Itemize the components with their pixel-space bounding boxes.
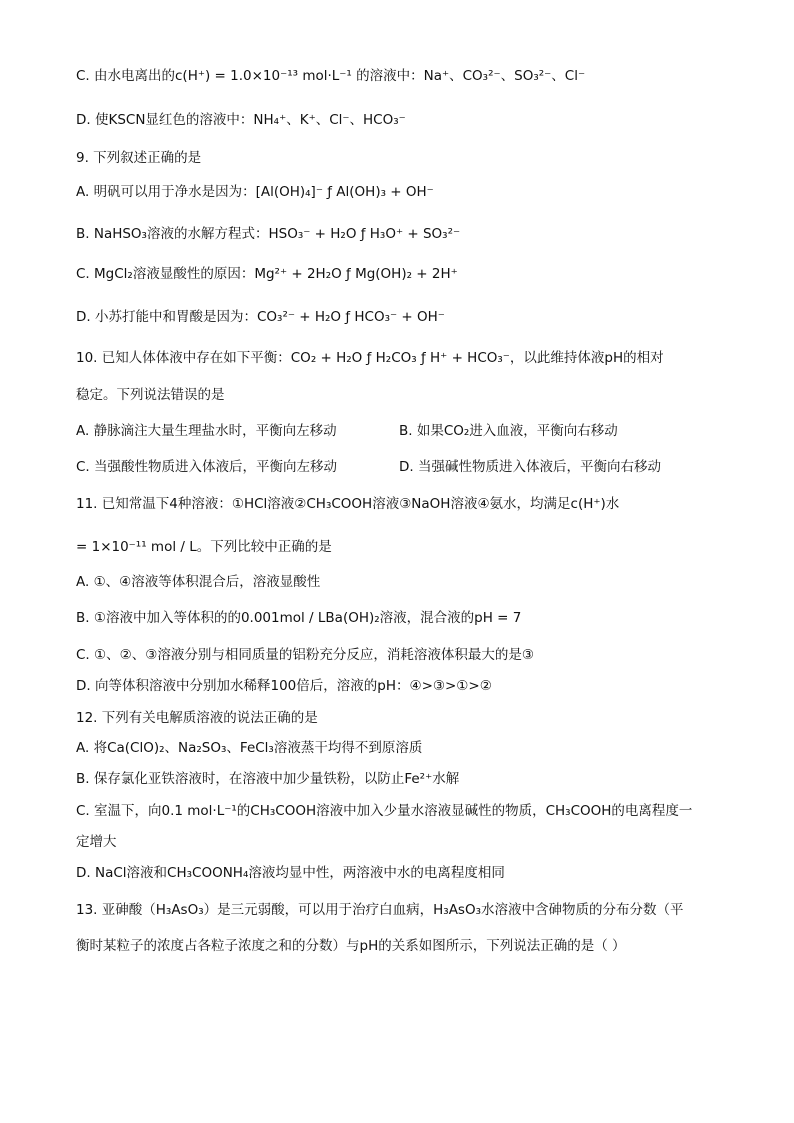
q11-option-a: A. ①、④溶液等体积混合后，溶液显酸性 (76, 574, 321, 590)
q13-stem-cont: 衡时某粒子的浓度占各粒子浓度之和的分数）与pH的关系如图所示，下列说法正确的是（ ） (76, 938, 626, 954)
q11-option-b: B. ①溶液中加入等体积的的0.001mol / LBa(OH)₂溶液，混合液的pH = 7 (76, 610, 522, 626)
q11-option-d: D. 向等体积溶液中分别加水稀释100倍后，溶液的pH：④>③>①>② (76, 678, 492, 694)
q11-stem: 11. 已知常温下4种溶液：①HCl溶液②CH₃COOH溶液③NaOH溶液④氨水，均满足c(H⁺)水 (76, 496, 620, 512)
q13-stem: 13. 亚砷酸（H₃AsO₃）是三元弱酸，可以用于治疗白血病，H₃AsO₃水溶液中含砷物质的分布分数（平 (76, 902, 684, 918)
q9-stem: 9. 下列叙述正确的是 (76, 150, 202, 166)
q8-option-d: D. 使KSCN显红色的溶液中：NH₄⁺、K⁺、Cl⁻、HCO₃⁻ (76, 112, 406, 128)
q10-stem-cont: 稳定。下列说法错误的是 (76, 387, 225, 403)
q12-option-c-cont: 定增大 (76, 834, 117, 850)
q10-option-b: B. 如果CO₂进入血液，平衡向右移动 (399, 423, 618, 439)
q9-option-a: A. 明矾可以用于净水是因为：[Al(OH)₄]⁻ ƒ Al(OH)₃ + OH⁻ (76, 184, 434, 200)
q11-option-c: C. ①、②、③溶液分别与相同质量的铝粉充分反应，消耗溶液体积最大的是③ (76, 647, 534, 663)
q10-stem: 10. 已知人体体液中存在如下平衡：CO₂ + H₂O ƒ H₂CO₃ ƒ H⁺ + HCO₃⁻，以此维持体液pH的相对 (76, 350, 664, 366)
q8-option-c: C. 由水电离出的c(H⁺) = 1.0×10⁻¹³ mol·L⁻¹ 的溶液中：Na⁺、CO₃²⁻、SO₃²⁻、Cl⁻ (76, 68, 586, 84)
q9-option-c: C. MgCl₂溶液显酸性的原因：Mg²⁺ + 2H₂O ƒ Mg(OH)₂ + 2H⁺ (76, 266, 458, 282)
q12-option-d: D. NaCl溶液和CH₃COONH₄溶液均显中性，两溶液中水的电离程度相同 (76, 865, 505, 881)
q11-stem-cont: = 1×10⁻¹¹ mol / L。下列比较中正确的是 (76, 539, 332, 555)
q12-stem: 12. 下列有关电解质溶液的说法正确的是 (76, 710, 318, 726)
q10-option-c: C. 当强酸性物质进入体液后，平衡向左移动 (76, 459, 338, 475)
q9-option-b: B. NaHSO₃溶液的水解方程式：HSO₃⁻ + H₂O ƒ H₃O⁺ + SO₃²⁻ (76, 226, 461, 242)
q9-option-d: D. 小苏打能中和胃酸是因为：CO₃²⁻ + H₂O ƒ HCO₃⁻ + OH⁻ (76, 309, 445, 325)
q12-option-b: B. 保存氯化亚铁溶液时，在溶液中加少量铁粉，以防止Fe²⁺水解 (76, 771, 460, 787)
q10-option-d: D. 当强碱性物质进入体液后，平衡向右移动 (399, 459, 661, 475)
q10-option-a: A. 静脉滴注大量生理盐水时，平衡向左移动 (76, 423, 337, 439)
q12-option-a: A. 将Ca(ClO)₂、Na₂SO₃、FeCl₃溶液蒸干均得不到原溶质 (76, 740, 423, 756)
q12-option-c: C. 室温下，向0.1 mol·L⁻¹的CH₃COOH溶液中加入少量水溶液显碱性的物质，CH₃COOH的电离程度一 (76, 803, 693, 819)
